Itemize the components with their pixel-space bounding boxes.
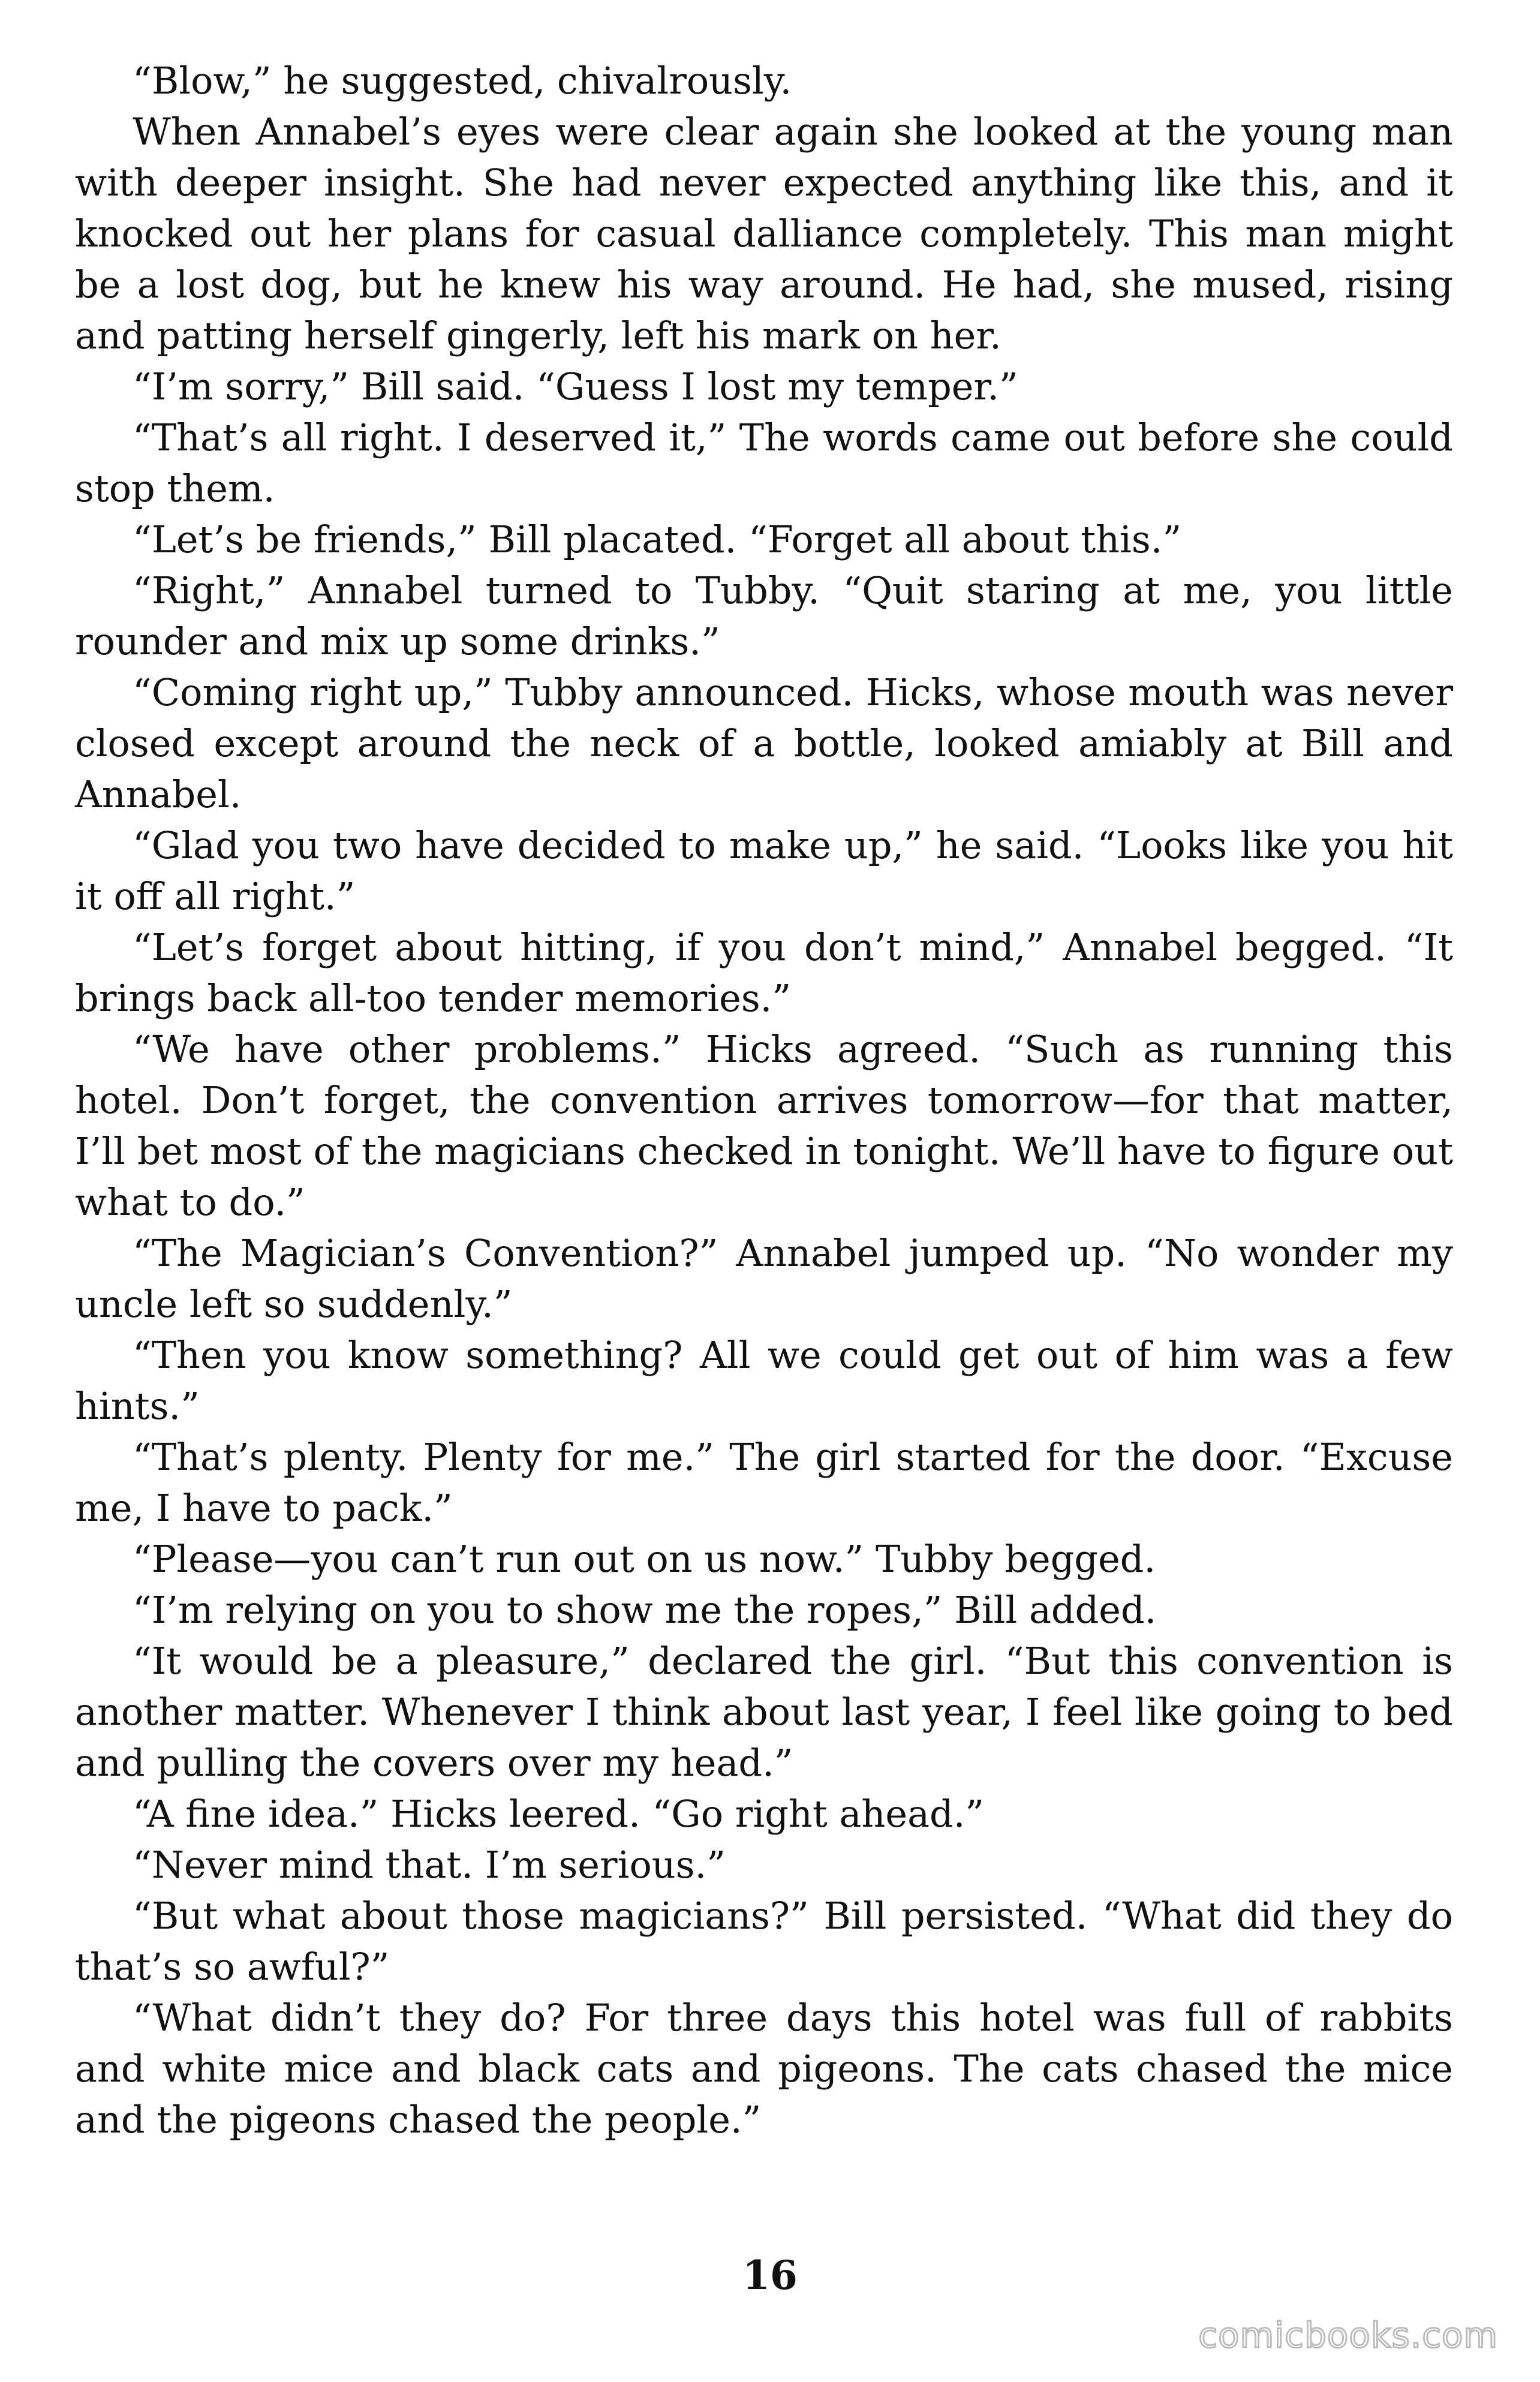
paragraph: “Blow,” he suggested, chivalrously. xyxy=(133,59,792,103)
paragraph: “What didn’t they do? For three days this hotel was full of rabbits and white mice and black cats and pigeons. The cats chased the mice and the pigeons chased the people.” xyxy=(75,1996,1453,2142)
paragraph: “But what about those magicians?” Bill persisted. “What did they do that’s so awful?” xyxy=(75,1894,1453,1989)
paragraph: When Annabel’s eyes were clear again she looked at the young man with deeper insight. She had never expected anything like this, and it knocked out her plans for casual dalliance completely. This man might be a lost dog, but he knew his way around. He had, she mused, rising and patting herself gingerly, left his mark on her. xyxy=(75,110,1453,357)
paragraph: “I’m sorry,” Bill said. “Guess I lost my temper.” xyxy=(133,365,1018,408)
paragraph: “Never mind that. I’m serious.” xyxy=(133,1843,726,1887)
site-watermark: comicbooks.com xyxy=(1198,2315,1498,2356)
paragraph: “Then you know something? All we could get out of him was a few hints.” xyxy=(75,1333,1453,1428)
paragraph: “Please—you can’t run out on us now.” Tubby begged. xyxy=(133,1537,1156,1581)
paragraph: “Let’s be friends,” Bill placated. “Forget all about this.” xyxy=(133,518,1182,561)
paragraph: “It would be a pleasure,” declared the girl. “But this convention is another matter. Whenever I think about last year, I feel like going to bed and pulling the covers over my head.” xyxy=(75,1639,1453,1785)
page-number: 16 xyxy=(742,2252,798,2299)
paragraph: “Let’s forget about hitting, if you don’t mind,” Annabel begged. “It brings back all-too tender memories.” xyxy=(75,925,1453,1020)
paragraph: “Glad you two have decided to make up,” he said. “Looks like you hit it off all right.” xyxy=(75,823,1453,918)
paragraph: “Right,” Annabel turned to Tubby. “Quit staring at me, you little rounder and mix up some drinks.” xyxy=(75,569,1453,663)
paragraph: “Coming right up,” Tubby announced. Hicks, whose mouth was never closed except around the neck of a bottle, looked amiably at Bill and Annabel. xyxy=(75,670,1453,816)
paragraph: “A fine idea.” Hicks leered. “Go right ahead.” xyxy=(133,1792,985,1836)
paragraph: “That’s plenty. Plenty for me.” The girl started for the door. “Excuse me, I have to pack.” xyxy=(75,1435,1453,1530)
paragraph: “The Magician’s Convention?” Annabel jumped up. “No wonder my uncle left so suddenly.” xyxy=(75,1231,1453,1326)
paragraph: “I’m relying on you to show me the ropes,” Bill added. xyxy=(133,1588,1157,1632)
paragraph: “We have other problems.” Hicks agreed. “Such as running this hotel. Don’t forget, the convention arrives tomorrow—for that matter, I’ll bet most of the magicians checked in tonight. We’ll have to figure out what to do.” xyxy=(75,1027,1453,1224)
paragraph: “That’s all right. I deserved it,” The words came out before she could stop them. xyxy=(75,416,1453,510)
body-text xyxy=(75,55,1453,2145)
